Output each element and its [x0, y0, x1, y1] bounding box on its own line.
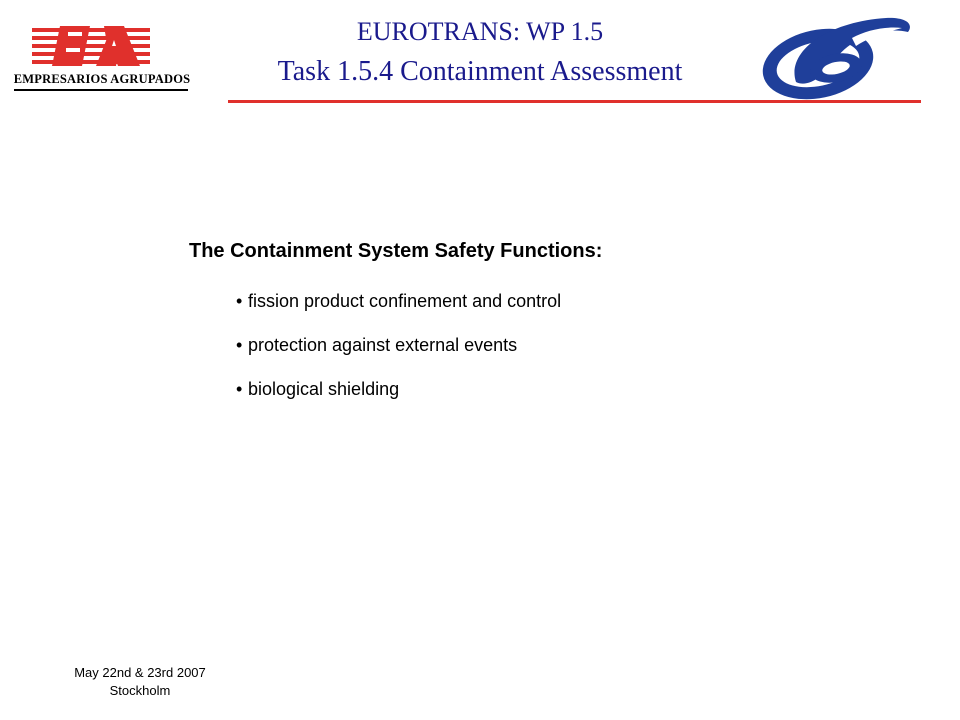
bullet-icon: • [236, 291, 243, 311]
ea-emblem-icon [12, 22, 192, 72]
list-item [236, 290, 561, 334]
title-line1: EUROTRANS: WP 1.5 [356, 17, 604, 46]
header-divider [228, 100, 921, 103]
section-heading: The Containment System Safety Functions: [189, 240, 603, 262]
title-block [230, 14, 730, 90]
footer [40, 664, 240, 700]
bullet-text: biological shielding [248, 379, 400, 399]
logo-underline [14, 89, 188, 91]
list-item [236, 378, 561, 422]
title-line2: Task 1.5.4 Containment Assessment [277, 56, 683, 87]
footer-location: Stockholm [109, 683, 171, 698]
bullet-icon: • [236, 379, 243, 399]
list-item [236, 334, 561, 378]
fp6-swirl-icon [756, 12, 916, 102]
bullet-icon: • [236, 335, 243, 355]
bullet-text: fission product confinement and control [248, 291, 562, 311]
bullet-list [236, 290, 561, 422]
bullet-text: protection against external events [248, 335, 518, 355]
footer-date: May 22nd & 23rd 2007 [74, 665, 206, 680]
empresarios-agrupados-logo [12, 22, 192, 94]
logo-left-text: EMPRESARIOS AGRUPADOS [13, 72, 191, 86]
fp6-logo [756, 12, 916, 102]
